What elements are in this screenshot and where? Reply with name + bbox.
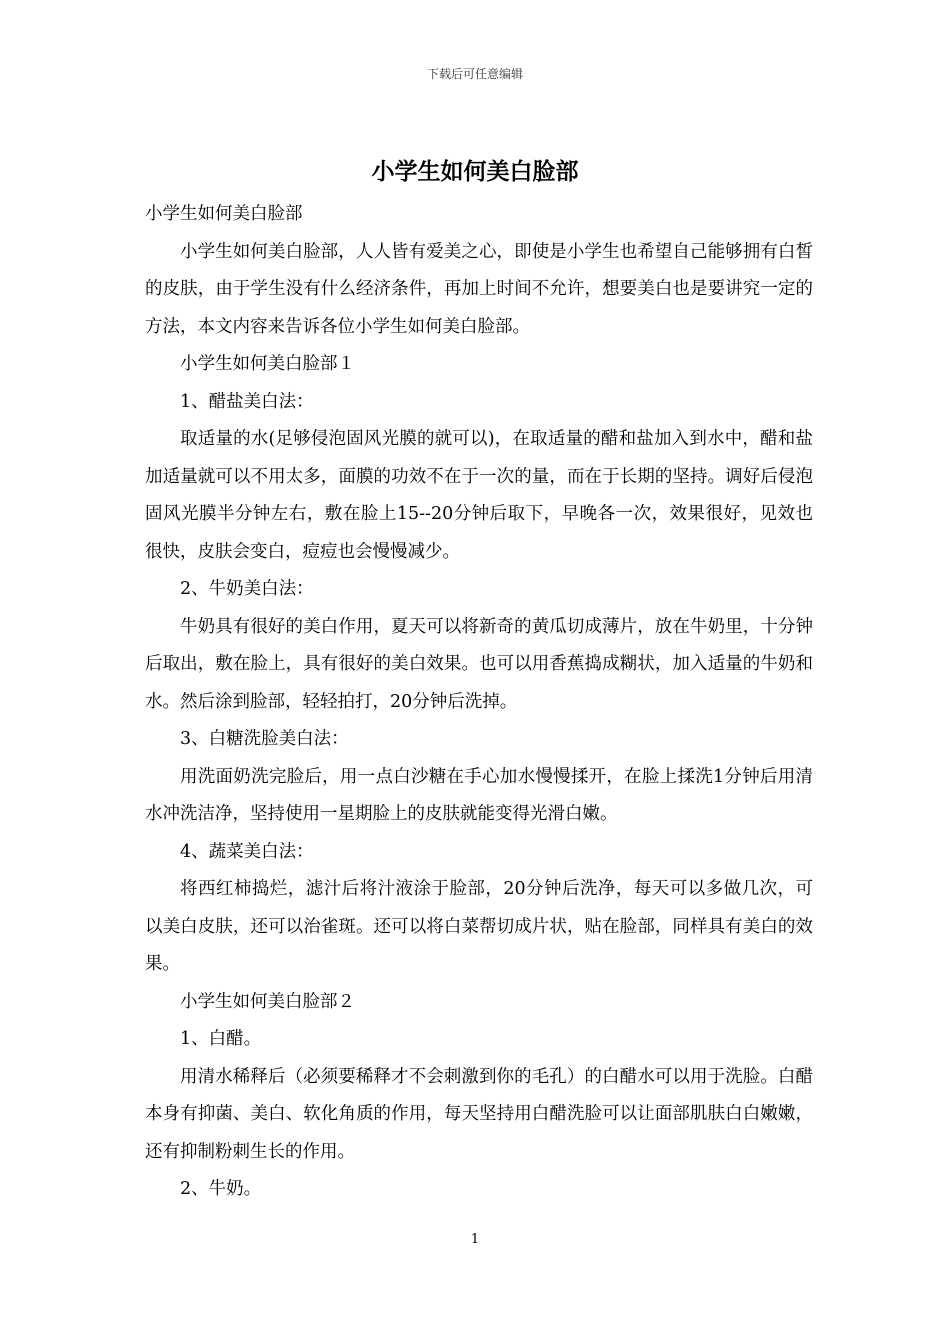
section-heading-1: 小学生如何美白脸部１ bbox=[180, 354, 355, 374]
method-heading: 3、白糖洗脸美白法： bbox=[180, 729, 349, 749]
subtitle-paragraph: 小学生如何美白脸部 bbox=[145, 204, 303, 224]
method-heading: 2、牛奶美白法： bbox=[180, 579, 314, 599]
intro-paragraph: 小学生如何美白脸部，人人皆有爱美之心，即使是小学生也希望自己能够拥有白皙的皮肤，由于学生没有什么经济条件，再加上时间不允许，想要美白也是要讲究一定的方法，本文内容来告诉各位小学生如何美白脸部。 bbox=[145, 241, 813, 337]
method-paragraph: 用清水稀释后（必须要稀释才不会刺激到你的毛孔）的白醋水可以用于洗脸。白醋本身有抑菌、美白、软化角质的作用，每天坚持用白醋洗脸可以让面部肌肤白白嫩嫩，还有抑制粉刺生长的作用。 bbox=[145, 1066, 813, 1162]
document-body bbox=[145, 196, 813, 1209]
page-number: 1 bbox=[470, 1232, 480, 1247]
method-paragraph: 用洗面奶洗完脸后，用一点白沙糖在手心加水慢慢揉开，在脸上揉洗1分钟后用清水冲洗洁净，坚持使用一星期脸上的皮肤就能变得光滑白嫩。 bbox=[145, 766, 813, 824]
method-heading: 2、牛奶。 bbox=[180, 1179, 262, 1199]
header-note: 下载后可任意编辑 bbox=[426, 67, 523, 81]
method-heading: 4、蔬菜美白法： bbox=[180, 841, 314, 862]
method-paragraph: 牛奶具有很好的美白作用，夏天可以将新奇的黄瓜切成薄片，放在牛奶里，十分钟后取出，敷在脸上，具有很好的美白效果。也可以用香蕉捣成糊状，加入适量的牛奶和水。然后涂到脸部，轻轻拍打，20分钟后洗掉。 bbox=[145, 616, 813, 712]
method-heading: 1、醋盐美白法： bbox=[180, 391, 314, 412]
method-heading: 1、白醋。 bbox=[180, 1029, 262, 1049]
method-paragraph: 将西红柿捣烂，滤汁后将汁液涂于脸部，20分钟后洗净，每天可以多做几次，可以美白皮肤，还可以治雀斑。还可以将白菜帮切成片状，贴在脸部，同样具有美白的效果。 bbox=[145, 879, 813, 974]
section-heading-2: 小学生如何美白脸部２ bbox=[180, 991, 355, 1012]
method-paragraph: 取适量的水(足够侵泡固风光膜的就可以)，在取适量的醋和盐加入到水中，醋和盐加适量就可以不用太多，面膜的功效不在于一次的量，而在于长期的坚持。调好后侵泡固风光膜半分钟左右，敷在脸上15--20分钟后取下，早晚各一次，效果很好，见效也很快，皮肤会变白，痘痘也会慢慢减少。 bbox=[145, 429, 813, 562]
document-title: 小学生如何美白脸部 bbox=[371, 159, 579, 185]
